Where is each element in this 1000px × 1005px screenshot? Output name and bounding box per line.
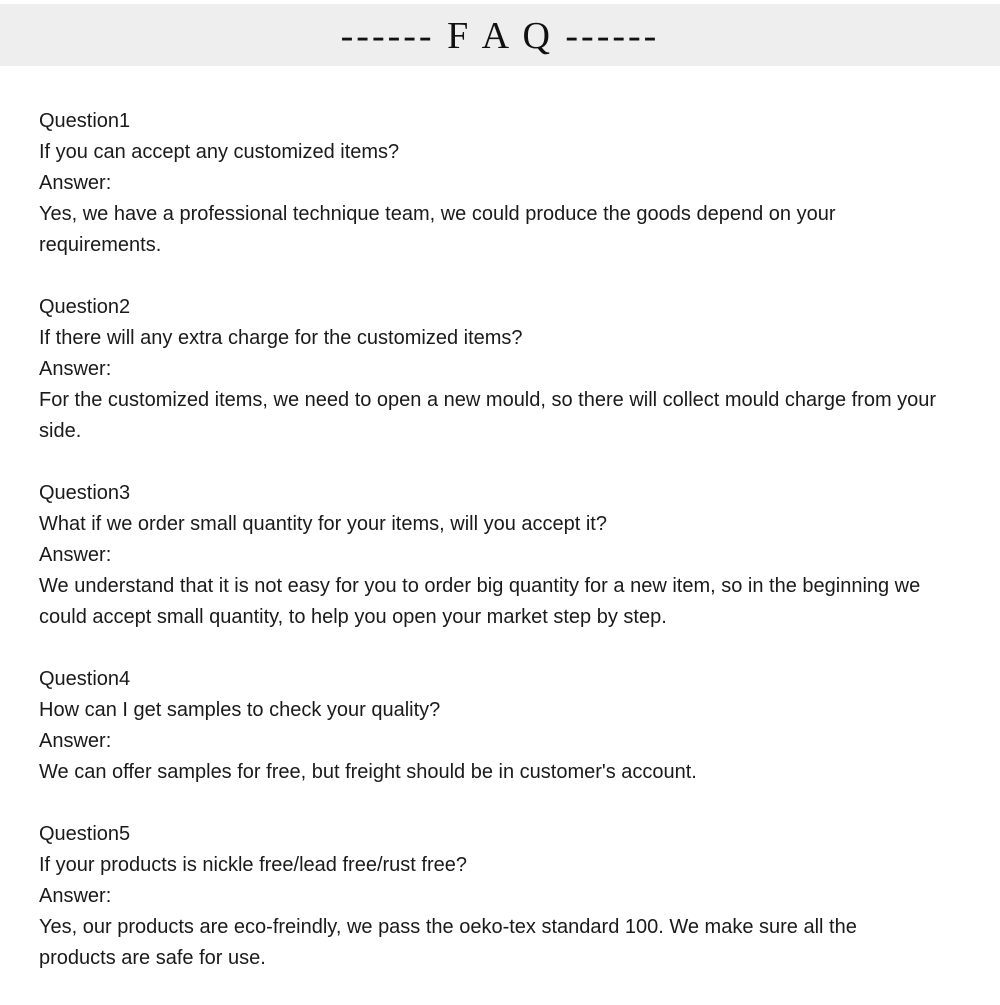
faq-item-3 <box>39 478 969 633</box>
question-label: Question1 <box>39 110 131 132</box>
answer-text: We understand that it is not easy for you to order big quantity for a new item, so in the beginning we could accept small quantity, to help you open your market step by step. <box>39 575 921 628</box>
faq-item-2 <box>39 292 969 447</box>
page-title: ------ F A Q ------ <box>340 15 660 57</box>
answer-text: We can offer samples for free, but freight should be in customer's account. <box>39 761 697 783</box>
answer-label: Answer: <box>39 358 112 380</box>
question-label: Question4 <box>39 668 131 690</box>
faq-item-5 <box>39 819 969 974</box>
question-text: What if we order small quantity for your items, will you accept it? <box>39 513 607 535</box>
question-text: How can I get samples to check your quality? <box>39 699 441 721</box>
question-label: Question3 <box>39 482 131 504</box>
question-text: If you can accept any customized items? <box>39 141 400 163</box>
question-text: If your products is nickle free/lead free/rust free? <box>39 854 467 876</box>
answer-text: Yes, our products are eco-freindly, we pass the oeko-tex standard 100. We make sure all the products are safe for use. <box>39 916 857 969</box>
question-label: Question2 <box>39 296 131 318</box>
answer-label: Answer: <box>39 885 112 907</box>
answer-text: Yes, we have a professional technique team, we could produce the goods depend on your requirements. <box>39 203 836 256</box>
faq-header-bar <box>0 4 1000 66</box>
faq-item-1 <box>39 106 969 261</box>
answer-text: For the customized items, we need to open a new mould, so there will collect mould charge from your side. <box>39 389 937 442</box>
answer-label: Answer: <box>39 730 112 752</box>
faq-list <box>39 106 969 1005</box>
answer-label: Answer: <box>39 172 112 194</box>
question-text: If there will any extra charge for the customized items? <box>39 327 523 349</box>
answer-label: Answer: <box>39 544 112 566</box>
question-label: Question5 <box>39 823 131 845</box>
faq-item-4 <box>39 664 969 788</box>
